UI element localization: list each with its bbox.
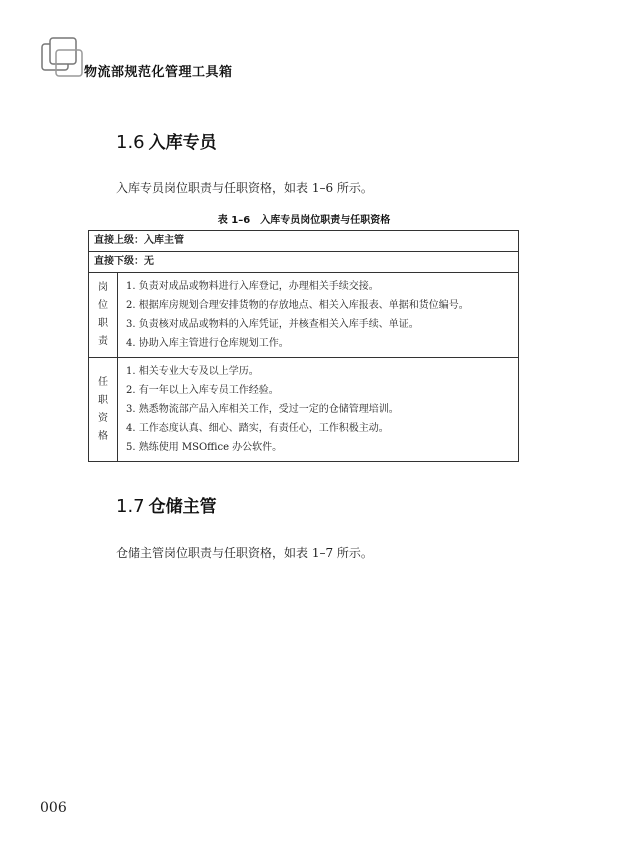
duties-list-cell xyxy=(118,273,519,358)
table-row xyxy=(89,231,519,252)
list-item: 1. 负责对成品或物料进行入库登记，办理相关手续交接。 xyxy=(126,281,379,292)
section-title-text: 仓储主管 xyxy=(148,497,217,517)
list-item: 1. 相关专业大专及以上学历。 xyxy=(126,366,259,377)
section-heading-1-7 xyxy=(116,492,217,517)
running-header xyxy=(40,36,600,86)
table-caption-number: 表 1–6 xyxy=(217,215,251,226)
section-number: 1.7 xyxy=(116,496,145,517)
label-char: 位 xyxy=(98,300,108,311)
list-item: 3. 负责核对成品或物料的入库凭证，并核查相关入库手续、单证。 xyxy=(126,319,419,330)
list-item: 4. 工作态度认真、细心、踏实，有责任心，工作积极主动。 xyxy=(126,423,389,434)
table-row xyxy=(89,358,519,462)
list-item: 3. 熟悉物流部产品入库相关工作，受过一定的仓储管理培训。 xyxy=(126,404,399,415)
duties-label-cell xyxy=(89,273,118,358)
direct-subordinate-cell: 直接下级：无 xyxy=(89,252,519,273)
label-char: 职 xyxy=(98,394,108,406)
duties-qualifications-table xyxy=(88,230,519,462)
list-item: 2. 根据库房规划合理安排货物的存放地点、相关入库报表、单据和货位编号。 xyxy=(126,300,469,311)
label-char: 岗 xyxy=(98,282,108,293)
list-item: 4. 协助入库主管进行仓库规划工作。 xyxy=(126,338,289,349)
label-char: 任 xyxy=(98,376,108,388)
table-caption-title: 入库专员岗位职责与任职资格 xyxy=(260,215,391,226)
table-caption xyxy=(88,211,520,226)
section-heading-1-6 xyxy=(116,128,217,153)
section-intro-1-7: 仓储主管岗位职责与任职资格，如表 1–7 所示。 xyxy=(116,546,373,560)
list-item: 2. 有一年以上入库专员工作经验。 xyxy=(126,385,279,396)
qualifications-label-cell xyxy=(89,358,118,462)
book-title: 物流部规范化管理工具箱 xyxy=(84,65,233,80)
label-char: 资 xyxy=(98,412,108,424)
table-row xyxy=(89,273,519,358)
label-char: 职 xyxy=(98,318,108,329)
label-char: 责 xyxy=(98,336,108,347)
page-number: 006 xyxy=(40,800,67,816)
section-number: 1.6 xyxy=(116,132,145,153)
qualifications-list-cell xyxy=(118,358,519,462)
section-title-text: 入库专员 xyxy=(148,133,217,153)
table-row xyxy=(89,252,519,273)
label-char: 格 xyxy=(98,430,108,442)
list-item: 5. 熟练使用 MSOffice 办公软件。 xyxy=(126,442,283,453)
book-logo-icon xyxy=(40,36,84,80)
section-intro-1-6: 入库专员岗位职责与任职资格，如表 1–6 所示。 xyxy=(116,181,373,195)
direct-superior-cell: 直接上级：入库主管 xyxy=(89,231,519,252)
